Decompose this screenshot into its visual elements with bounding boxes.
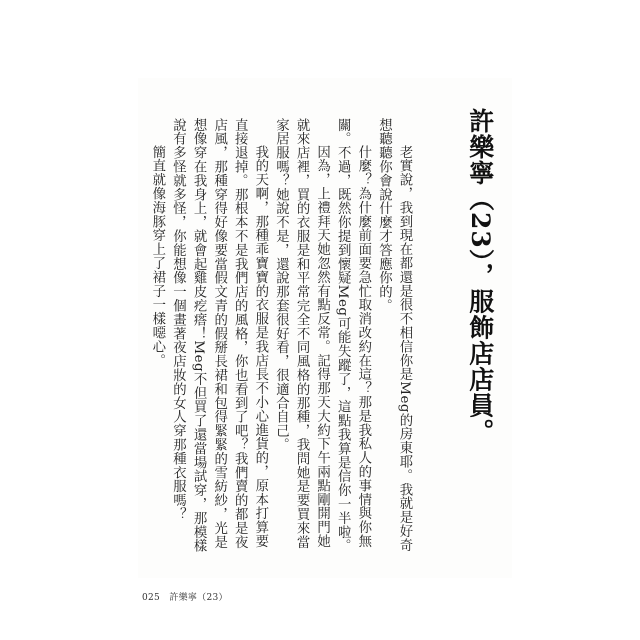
- body-text: [146, 118, 414, 558]
- paragraph: 因為，上禮拜天她忽然有點反常。記得那天大約下午兩點剛開門她就來店裡，買的衣服是和平常完全不同風格的那種，我問她是要買來當家居服嗎？她說不是，還說那套很好看，很適合自己。: [273, 118, 330, 549]
- paragraph: 我的天啊，那種乖寶寶的衣服是我店長不小心進貨的，原本打算要直接退掉。那根本不是我們店的風格，你也看到了吧？我們賣的都是夜店風，那種穿得好像要當假文青的假掰長裙和包得緊緊的雪紡紗，光是想像穿在我身上，就會起雞皮疙瘩！Meg不但買了還當場試穿，那模樣說有多怪就多怪，你能想像一個畫著夜店妝的女人穿那種衣服嗎？: [170, 118, 268, 553]
- paragraph: 老實說，我到現在都還是很不相信你是Meg的房東耶。我就是好奇想聽聽你會說什麼才答應你的。: [376, 118, 412, 552]
- paragraph: 什麼？為什麼前面要急忙取消改約在這？那是我私人的事情與你無關。不過，既然你提到懷疑Meg可能失蹤了，這點我算是信你一半啦。: [335, 118, 371, 553]
- chapter-title: 許樂寧（23），服飾店店員。: [465, 108, 495, 445]
- paragraph: 簡直就像海豚穿上了裙子一樣噁心。: [149, 144, 165, 368]
- page-footer: [142, 590, 228, 603]
- page-number: 025: [142, 593, 161, 603]
- running-title: 許樂寧（23）: [169, 593, 228, 603]
